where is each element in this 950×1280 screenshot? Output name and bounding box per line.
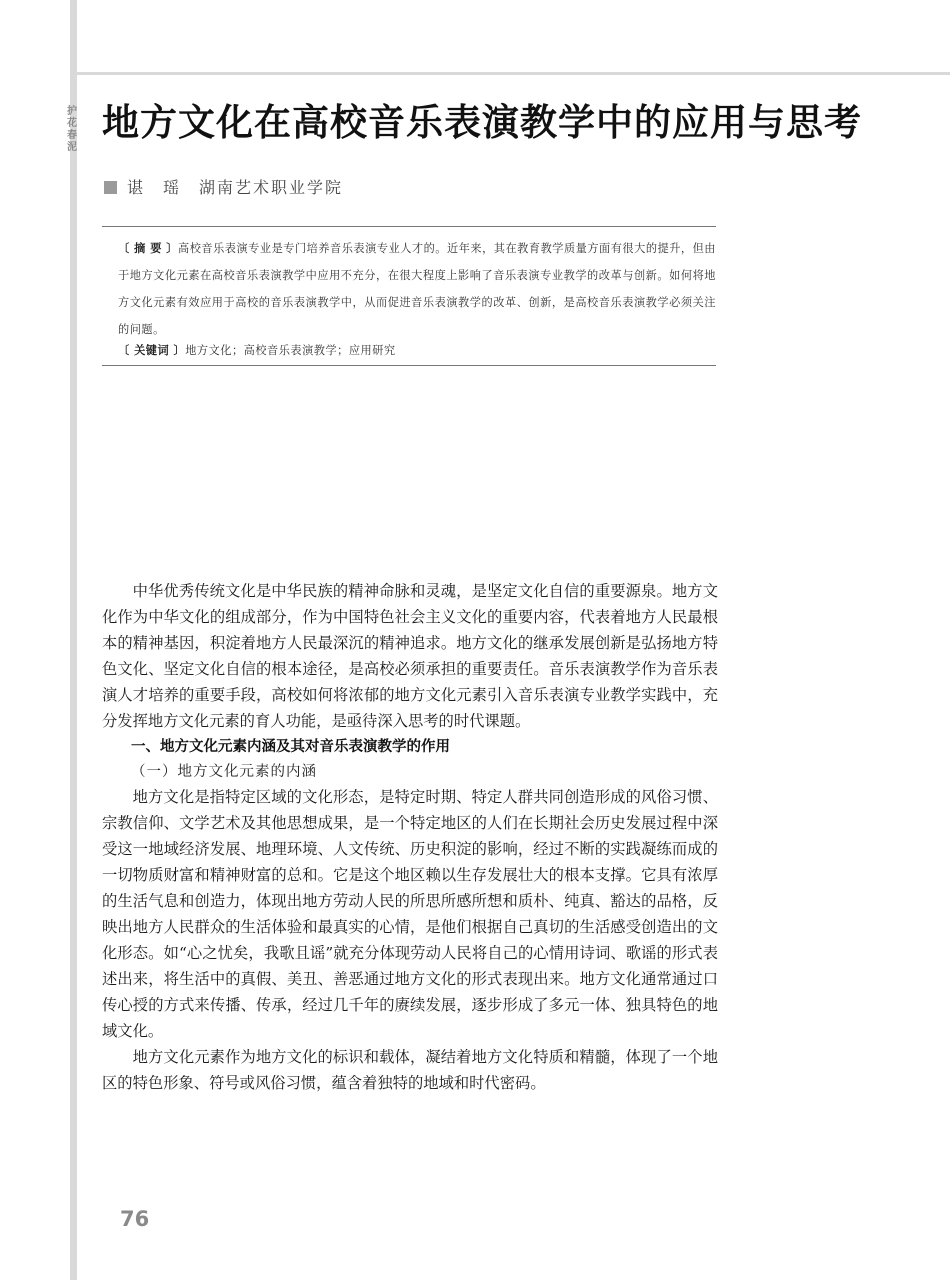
section-heading: 一、地方文化元素内涵及其对音乐表演教学的作用 [131,739,450,755]
author-name: 谌 瑶 [127,178,182,197]
author-affiliation: 湖南艺术职业学院 [199,178,344,197]
keywords-text: 地方文化；高校音乐表演教学；应用研究 [185,344,396,357]
byline [104,176,343,200]
body-paragraph: 地方文化元素作为地方文化的标识和载体，凝结着地方文化特质和精髓，体现了一个地区的特色形象、符号或风俗习惯，蕴含着独特的地域和时代密码。 [102,1048,718,1092]
article-title: 地方文化在高校音乐表演教学中的应用与思考 [102,101,862,144]
intro-paragraph: 中华优秀传统文化是中华民族的精神命脉和灵魂，是坚定文化自信的重要源泉。地方文化作为中华文化的组成部分，作为中国特色社会主义文化的重要内容，代表着地方人民最根本的精神基因，积淀着地方人民最深沉的精神追求。地方文化的继承发展创新是弘扬地方特色文化、坚定文化自信的根本途径，是高校必须承担的重要责任。音乐表演教学作为音乐表演人才培养的重要手段，高校如何将浓郁的地方文化元素引入音乐表演专业教学实践中，充分发挥地方文化元素的育人功能，是亟待深入思考的时代课题。 [102,582,718,730]
left-margin-bar [70,0,77,1280]
subsection-heading: （一）地方文化元素的内涵 [131,764,317,780]
body-paragraph: 地方文化是指特定区域的文化形态，是特定时期、特定人群共同创造形成的风俗习惯、宗教信仰、文学艺术及其他思想成果，是一个特定地区的人们在长期社会历史发展过程中深受这一地域经济发展、地理环境、人文传统、历史积淀的影响，经过不断的实践凝练而成的一切物质财富和精神财富的总和。它是这个地区赖以生存发展壮大的根本支撑。它具有浓厚的生活气息和创造力，体现出地方劳动人民的所思所感所想和质朴、纯真、豁达的品格，反映出地方人民群众的生活体验和最真实的心情，是他们根据自己真切的生活感受创造出的文化形态。如“心之忧矣，我歌且谣”就充分体现劳动人民将自己的心情用诗词、歌谣的形式表述出来，将生活中的真假、美丑、善恶通过地方文化的形式表现出来。地方文化通常通过口传心授的方式来传播、传承，经过几千年的赓续发展，逐步形成了多元一体、独具特色的地域文化。 [102,788,718,1040]
page-number: 76 [120,1207,150,1231]
article-body [102,578,718,1096]
abstract-box [102,226,716,366]
abstract-text: 高校音乐表演专业是专门培养音乐表演专业人才的。近年来，其在教育教学质量方面有很大的提升，但由于地方文化元素在高校音乐表演教学中应用不充分，在很大程度上影响了音乐表演专业教学的改革与创新。如何将地方文化元素有效应用于高校的音乐表演教学中，从而促进音乐表演教学的改革、创新，是高校音乐表演教学必须关注的问题。 [118,242,716,336]
abstract [102,235,716,343]
abstract-label: 〔 摘 要 〕 [118,242,178,255]
keywords [102,340,716,362]
byline-square-icon [104,181,117,194]
section-tag: 护花春泥 [67,106,77,153]
header-rule [77,72,950,75]
keywords-label: 〔 关键词 〕 [118,344,186,357]
